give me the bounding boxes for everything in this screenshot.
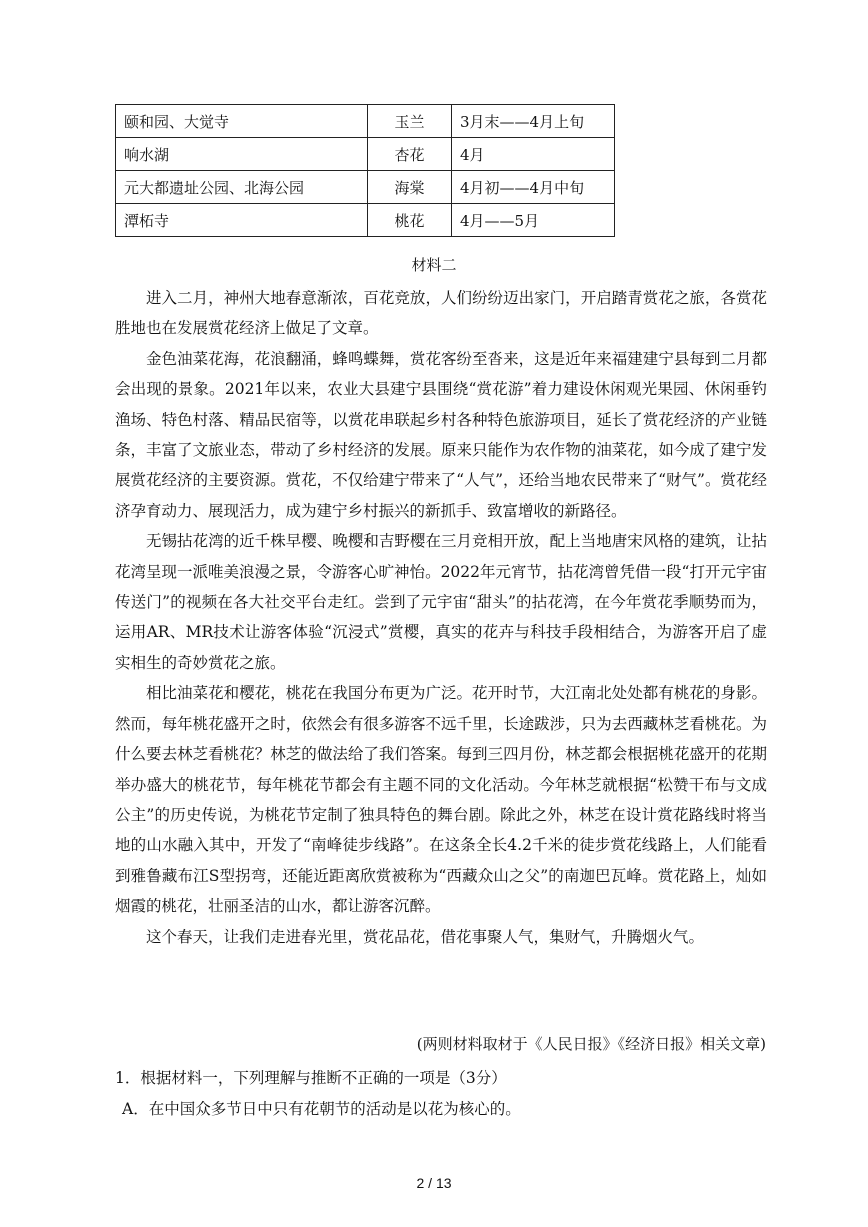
- paragraph-jianning: 金色油菜花海，花浪翻涌，蜂鸣蝶舞，赏花客纷至沓来，这是近年来福建建宁县每到二月都会出现的景象。2021年以来，农业大县建宁县围绕“赏花游”着力建设休闲观光果园、休闲垂钓渔场、特色村落、精品民宿等，以赏花串联起乡村各种特色旅游项目，延长了赏花经济的产业链条，丰富了文旅业态，带动了乡村经济的发展。原来只能作为农作物的油菜花，如今成了建宁发展赏花经济的主要资源。赏花，不仅给建宁带来了“人气”，还给当地农民带来了“财气”。赏花经济孕育动力、展现活力，成为建宁乡村振兴的新抓手、致富增收的新路径。: [115, 349, 767, 520]
- table-cell-period: 4月——5月: [452, 204, 615, 237]
- material-title: 材料二: [411, 256, 457, 274]
- table-cell-flower: 海棠: [368, 171, 452, 204]
- paragraph-conclusion: 这个春天，让我们走进春光里，赏花品花，借花事聚人气，集财气，升腾烟火气。: [146, 927, 705, 946]
- table-row: [116, 105, 615, 138]
- table-cell-place: 颐和园、大觉寺: [116, 105, 368, 138]
- table-cell-flower: 桃花: [368, 204, 452, 237]
- table-cell-flower: 玉兰: [368, 105, 452, 138]
- table-cell-place: 响水湖: [116, 138, 368, 171]
- table-cell-flower: 杏花: [368, 138, 452, 171]
- table-row: [116, 171, 615, 204]
- source-citation: (两则材料取材于《人民日报》《经济日报》相关文章): [416, 1035, 766, 1053]
- question-1: 1．根据材料一，下列理解与推断不正确的一项是（3分）: [115, 1069, 507, 1087]
- flower-season-table: [115, 104, 615, 237]
- option-a: A．在中国众多节日中只有花朝节的活动是以花为核心的。: [122, 1100, 521, 1118]
- table-row: [116, 138, 615, 171]
- table-row: [116, 204, 615, 237]
- page-number: 2 / 13: [416, 1175, 452, 1191]
- table-cell-place: 潭柘寺: [116, 204, 368, 237]
- table-cell-period: 4月初——4月中旬: [452, 171, 615, 204]
- table-cell-place: 元大都遗址公园、北海公园: [116, 171, 368, 204]
- table-cell-period: 4月: [452, 138, 615, 171]
- paragraph-intro: 进入二月，神州大地春意渐浓，百花竞放，人们纷纷迈出家门，开启踏青赏花之旅，各赏花胜地也在发展赏花经济上做足了文章。: [115, 289, 767, 338]
- paragraph-linzhi: 相比油菜花和樱花，桃花在我国分布更为广泛。花开时节，大江南北处处都有桃花的身影。然而，每年桃花盛开之时，依然会有很多游客不远千里，长途跋涉，只为去西藏林芝看桃花。为什么要去林芝看桃花？林芝的做法给了我们答案。每到三四月份，林芝都会根据桃花盛开的花期举办盛大的桃花节，每年桃花节都会有主题不同的文化活动。今年林芝就根据“松赞干布与文成公主”的历史传说，为桃花节定制了独具特色的舞台剧。除此之外，林芝在设计赏花路线时将当地的山水融入其中，开发了“南峰徒步线路”。在这条全长4.2千米的徒步赏花线路上，人们能看到雅鲁藏布江S型拐弯，还能近距离欣赏被称为“西藏众山之父”的南迦巴瓦峰。赏花路上，灿如烟霞的桃花，壮丽圣洁的山水，都让游客沉醉。: [115, 684, 767, 916]
- table-cell-period: 3月末——4月上旬: [452, 105, 615, 138]
- paragraph-nianhuawan: 无锡拈花湾的近千株早樱、晚樱和吉野樱在三月竞相开放，配上当地唐宋风格的建筑，让拈花湾呈现一派唯美浪漫之景，令游客心旷神怡。2022年元宵节，拈花湾曾凭借一段“打开元宇宙传送门”的视频在各大社交平台走红。尝到了元宇宙“甜头”的拈花湾，在今年赏花季顺势而为，运用AR、MR技术让游客体验“沉浸式”赏樱，真实的花卉与科技手段相结合，为游客开启了虚实相生的奇妙赏花之旅。: [115, 532, 767, 672]
- article-body: [115, 283, 767, 952]
